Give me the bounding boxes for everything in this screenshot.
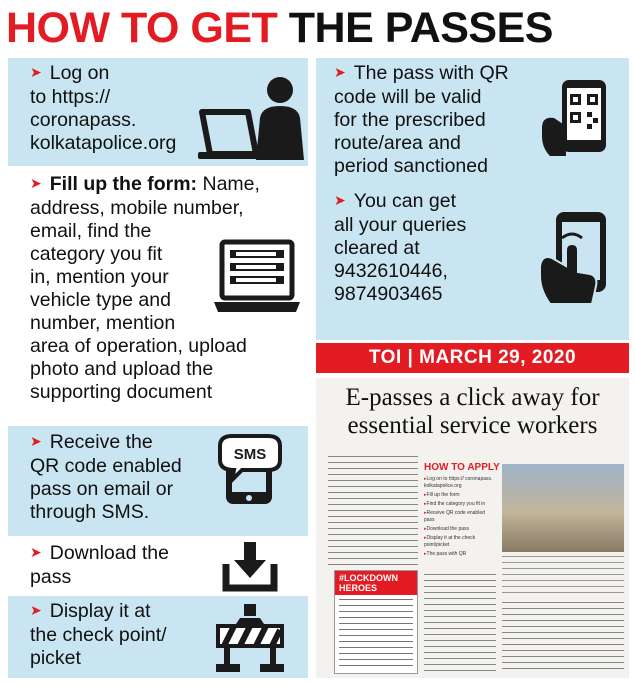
clipping-mini-title: HOW TO APPLY	[424, 462, 500, 473]
title-black-part: THE PASSES	[288, 4, 553, 52]
arrow-icon: ➤	[30, 175, 42, 191]
arrow-icon: ➤	[30, 544, 42, 560]
step-bold-label: Fill up the form:	[49, 173, 198, 195]
step-line: route/area and	[334, 132, 461, 154]
step-line: coronapass.	[30, 109, 137, 131]
step-line: code will be valid	[334, 86, 482, 108]
clipping-mini-step: ▸ Download the pass	[424, 526, 496, 533]
arrow-icon: ➤	[30, 433, 42, 449]
step-line: through SMS.	[30, 501, 150, 523]
arrow-icon: ➤	[334, 64, 346, 80]
clipping-text-column	[424, 574, 496, 674]
clipping-headline-line: essential service workers	[347, 412, 598, 439]
page-title	[6, 2, 626, 54]
clipping-headline-line: E-passes a click away for	[345, 384, 600, 411]
step-line: QR code enabled	[30, 455, 182, 477]
step-line: Name,	[197, 173, 260, 195]
arrow-icon: ➤	[30, 64, 42, 80]
step-line: period sanctioned	[334, 155, 488, 177]
arrow-icon: ➤	[334, 192, 346, 208]
clipping-photo	[502, 464, 624, 552]
arrow-icon: ➤	[30, 602, 42, 618]
clipping-mini-step: ▸ Fill up the form	[424, 492, 496, 499]
step-line: Display it at	[49, 600, 151, 622]
newspaper-clipping	[316, 378, 629, 678]
svg-text:SMS: SMS	[233, 446, 267, 463]
qr-phone-icon	[540, 76, 614, 158]
step-line: Log on	[49, 62, 110, 84]
title-red-part: HOW TO GET	[6, 4, 278, 52]
source-bar: TOI | MARCH 29, 2020	[316, 343, 629, 373]
step-line: for the prescribed	[334, 109, 486, 131]
step-line: in, mention your	[30, 266, 169, 288]
clipping-mini-step: ▸ Display it at the check point/picket	[424, 535, 496, 549]
step-line: email, find the	[30, 220, 152, 242]
step-line: picket	[30, 647, 81, 669]
step-line: pass	[30, 566, 72, 588]
step-line: number, mention	[30, 312, 176, 334]
clipping-headline	[316, 384, 629, 440]
step-line: area of operation, upload	[30, 335, 247, 357]
clipping-text-column	[328, 456, 418, 566]
step-line: category you fit	[30, 243, 163, 265]
clipping-mini-step: ▸ Log on to https:// coronapass. kolkatapolice.org	[424, 476, 496, 490]
step-line: photo and upload the	[30, 358, 214, 380]
step-line: You can get	[353, 190, 457, 212]
step-line: to https://	[30, 86, 111, 108]
lockdown-heroes-box	[334, 570, 418, 674]
step-line: Receive the	[49, 431, 153, 453]
laptop-form-icon	[212, 238, 302, 318]
clipping-mini-step: ▸ The pass with QR	[424, 551, 496, 558]
download-icon	[220, 540, 280, 594]
step-line: The pass with QR	[353, 62, 509, 84]
clipping-mini-list	[424, 476, 496, 560]
step-line: address, mobile number,	[30, 197, 244, 219]
step-line: 9874903465	[334, 283, 443, 305]
clipping-mini-step: ▸ Find the category you fit in	[424, 501, 496, 508]
step-line: vehicle type and	[30, 289, 171, 311]
clipping-mini-step: ▸ Receive QR code enabled pass	[424, 510, 496, 524]
barricade-icon	[214, 600, 286, 676]
step-line: 9432610446,	[334, 260, 448, 282]
lockdown-heroes-text	[339, 599, 413, 669]
step-line: pass on email or	[30, 478, 174, 500]
step-line: all your queries	[334, 214, 467, 236]
step-line: supporting document	[30, 381, 213, 403]
step-line: cleared at	[334, 237, 420, 259]
clipping-text-column	[502, 602, 624, 674]
step-line: the check point/	[30, 624, 167, 646]
phone-tap-icon	[536, 210, 616, 306]
laptop-user-icon	[196, 74, 306, 162]
lockdown-heroes-title: #LOCKDOWN HEROES	[335, 571, 417, 595]
step-line: kolkatapolice.org	[30, 132, 177, 154]
clipping-caption-lines	[502, 556, 624, 596]
step-line: Download the	[49, 542, 169, 564]
sms-phone-icon	[218, 430, 282, 506]
